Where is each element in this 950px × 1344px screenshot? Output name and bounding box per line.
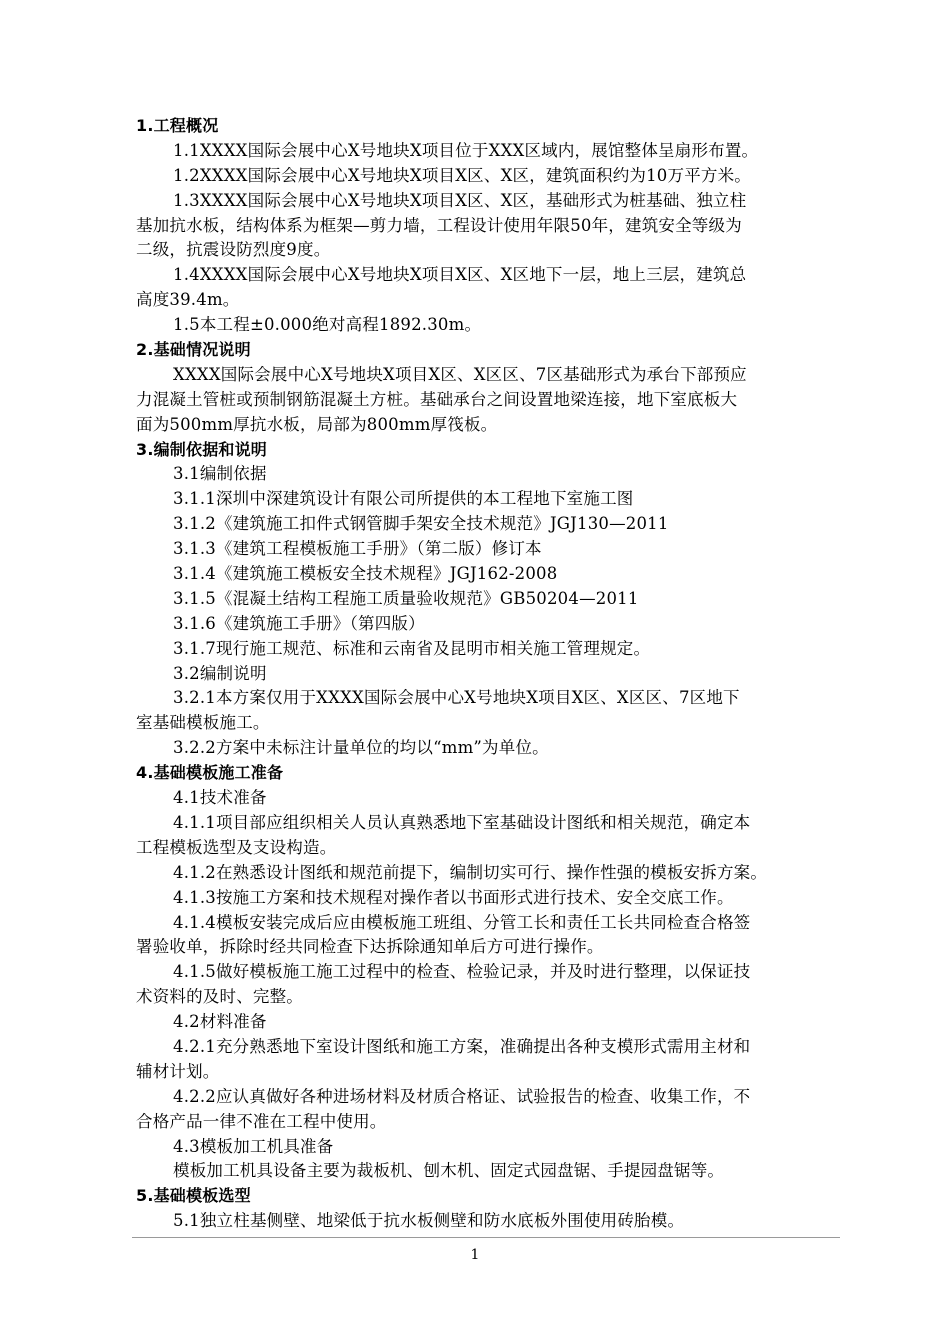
paragraph-line: 1.4XXXX国际会展中心X号地块X项目X区、X区地下一层，地上三层，建筑总 [173,265,747,285]
paragraph-line: 3.1.4《建筑施工模板安全技术规程》JGJ162-2008 [173,564,558,584]
paragraph-line: 4.3模板加工机具准备 [173,1136,334,1156]
paragraph-line: 4.1.3按施工方案和技术规程对操作者以书面形式进行技术、安全交底工作。 [173,887,734,907]
paragraph-line: 4.2.1充分熟悉地下室设计图纸和施工方案，准确提出各种支模形式需用主材和 [173,1036,751,1056]
body-text-line: 辅材计划。 [136,1061,220,1081]
section-heading: 1.工程概况 [136,116,219,135]
paragraph-line: 1.3XXXX国际会展中心X号地块X项目X区、X区，基础形式为桩基础、独立柱 [173,190,747,210]
paragraph-line: 3.1.7现行施工规范、标准和云南省及昆明市相关施工管理规定。 [173,638,651,658]
page-number: 1 [470,1247,480,1263]
section-heading: 3.编制依据和说明 [136,439,268,459]
paragraph-line: 5.1独立柱基侧壁、地梁低于抗水板侧壁和防水底板外围使用砖胎模。 [173,1211,685,1231]
paragraph-line: 3.1.6《建筑施工手册》（第四版） [173,613,425,633]
paragraph-line: 4.1.4模板安装完成后应由模板施工班组、分管工长和责任工长共同检查合格签 [173,912,751,932]
body-text-line: 面为500mm厚抗水板，局部为800mm厚筏板。 [136,414,498,434]
body-text-line: 力混凝土管桩或预制钢筋混凝土方桩。基础承台之间设置地梁连接，地下室底板大 [136,389,738,409]
paragraph-line: 4.1.1项目部应组织相关人员认真熟悉地下室基础设计图纸和相关规范，确定本 [173,812,751,832]
body-text-line: 术资料的及时、完整。 [136,987,303,1007]
paragraph-line: 4.1技术准备 [173,788,267,808]
paragraph-line: 4.2.2应认真做好各种进场材料及材质合格证、试验报告的检查、收集工作，不 [173,1086,751,1106]
paragraph-line: 1.5本工程±0.000绝对高程1892.30m。 [173,315,482,335]
paragraph-line: 3.2.1本方案仅用于XXXX国际会展中心X号地块X项目X区、X区区、7区地下 [173,688,740,708]
body-text-line: 二级，抗震设防烈度9度。 [136,240,331,260]
body-text-line: 合格产品一律不准在工程中使用。 [136,1111,387,1131]
paragraph-line: 3.2编制说明 [173,663,267,683]
section-heading: 5.基础模板选型 [136,1186,251,1206]
body-text-line: 署验收单，拆除时经共同检查下达拆除通知单后方可进行操作。 [136,937,604,957]
paragraph-line: 1.2XXXX国际会展中心X号地块X项目X区、X区，建筑面积约为10万平方米。 [173,165,752,185]
body-text-line: 高度39.4m。 [136,290,240,310]
paragraph-line: XXXX国际会展中心X号地块X项目X区、X区区、7区基础形式为承台下部预应 [173,364,747,384]
paragraph-line: 3.1.5《混凝土结构工程施工质量验收规范》GB50204—2011 [173,588,639,608]
paragraph-line: 1.1XXXX国际会展中心X号地块X项目位于XXX区域内，展馆整体呈扇形布置。 [173,140,759,160]
paragraph-line: 3.1.3《建筑工程模板施工手册》（第二版）修订本 [173,539,542,559]
paragraph-line: 4.2材料准备 [173,1012,267,1032]
section-heading: 4.基础模板施工准备 [136,763,284,783]
body-text-line: 室基础模板施工。 [136,713,270,733]
paragraph-line: 4.1.2在熟悉设计图纸和规范前提下，编制切实可行、操作性强的模板安拆方案。 [173,862,768,882]
document-body [136,114,848,1234]
paragraph-line: 模板加工机具设备主要为裁板机、刨木机、固定式园盘锯、手提园盘锯等。 [173,1161,725,1181]
paragraph-line: 3.1.1深圳中深建筑设计有限公司所提供的本工程地下室施工图 [173,489,634,509]
paragraph-line: 3.1.2《建筑施工扣件式钢管脚手架安全技术规范》JGJ130—2011 [173,514,669,534]
paragraph-line: 3.1编制依据 [173,464,267,484]
body-text-line: 基加抗水板，结构体系为框架—剪力墙，工程设计使用年限50年，建筑安全等级为 [136,215,742,235]
footer-divider [132,1237,840,1238]
body-text-line: 工程模板选型及支设构造。 [136,837,337,857]
paragraph-line: 4.1.5做好模板施工施工过程中的检查、检验记录，并及时进行整理，以保证技 [173,962,751,982]
paragraph-line: 3.2.2方案中未标注计量单位的均以“mm”为单位。 [173,738,549,758]
section-heading: 2.基础情况说明 [136,340,251,360]
